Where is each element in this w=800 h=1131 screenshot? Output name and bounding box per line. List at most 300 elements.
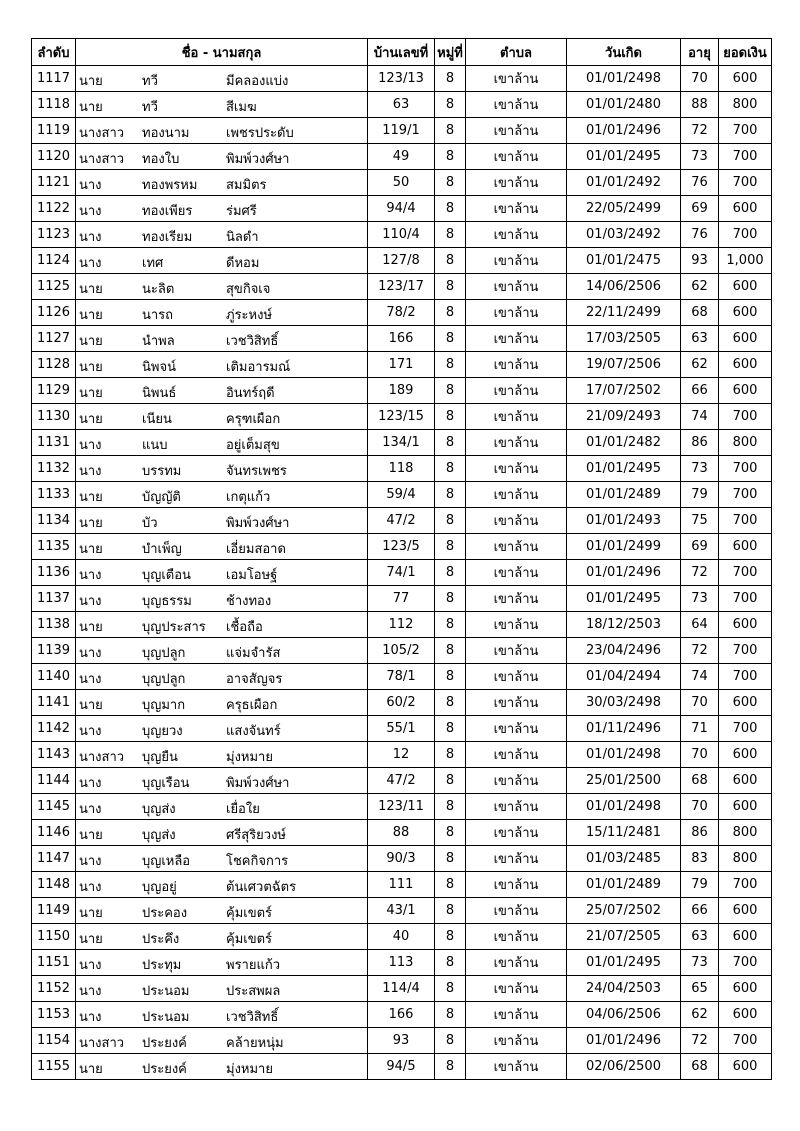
cell-tambon: เขาล้าน: [466, 950, 567, 976]
cell-tambon: เขาล้าน: [466, 482, 567, 508]
cell-last-name: ดีหอม: [226, 256, 260, 271]
cell-title: นาง: [79, 438, 102, 453]
cell-tambon: เขาล้าน: [466, 768, 567, 794]
table-row: [32, 638, 772, 664]
cell-last-name: เพชรประดับ: [226, 126, 294, 141]
cell-first-name: นะลิต: [142, 282, 175, 297]
cell-dob: 01/01/2493: [567, 508, 681, 534]
table-row: [32, 820, 772, 846]
table-row: [32, 274, 772, 300]
cell-title: นางสาว: [79, 750, 125, 765]
cell-dob: 01/01/2475: [567, 248, 681, 274]
cell-title: นาง: [79, 724, 102, 739]
cell-title: นาง: [79, 594, 102, 609]
cell-no: 1136: [32, 560, 76, 586]
cell-title: นาย: [79, 828, 103, 843]
cell-moo: 8: [435, 300, 466, 326]
table-row: [32, 664, 772, 690]
cell-no: 1132: [32, 456, 76, 482]
cell-amount: 700: [719, 638, 772, 664]
table-row: [32, 378, 772, 404]
cell-title: นาง: [79, 464, 102, 479]
cell-title: นาง: [79, 256, 102, 271]
cell-tambon: เขาล้าน: [466, 326, 567, 352]
cell-tambon: เขาล้าน: [466, 92, 567, 118]
cell-no: 1148: [32, 872, 76, 898]
cell-no: 1120: [32, 144, 76, 170]
cell-name: [76, 586, 368, 612]
cell-moo: 8: [435, 768, 466, 794]
cell-amount: 600: [719, 1002, 772, 1028]
cell-first-name: ทองเรียม: [142, 230, 193, 245]
header-moo: หมู่ที่: [435, 39, 466, 66]
table-row: [32, 326, 772, 352]
table-row: [32, 1028, 772, 1054]
cell-first-name: บุญยวง: [142, 724, 183, 739]
cell-moo: 8: [435, 820, 466, 846]
cell-last-name: คุ้มเขตร์: [226, 932, 273, 947]
cell-dob: 01/01/2495: [567, 950, 681, 976]
cell-name: [76, 248, 368, 274]
cell-first-name: บุญธรรม: [142, 594, 192, 609]
cell-amount: 700: [719, 586, 772, 612]
table-row: [32, 976, 772, 1002]
cell-house: 94/5: [368, 1054, 435, 1080]
cell-tambon: เขาล้าน: [466, 248, 567, 274]
cell-last-name: เวชวิสิทธิ์: [226, 334, 279, 349]
table-row: [32, 196, 772, 222]
cell-no: 1135: [32, 534, 76, 560]
cell-title: นาง: [79, 204, 102, 219]
table-row: [32, 716, 772, 742]
cell-name: [76, 508, 368, 534]
cell-no: 1125: [32, 274, 76, 300]
cell-last-name: พิมพ์วงศ์ษา: [226, 152, 290, 167]
cell-name: [76, 352, 368, 378]
cell-name: [76, 794, 368, 820]
cell-age: 68: [681, 768, 719, 794]
cell-house: 60/2: [368, 690, 435, 716]
cell-first-name: บุญมาก: [142, 698, 186, 713]
cell-amount: 700: [719, 482, 772, 508]
cell-last-name: คุ้มเขตร์: [226, 906, 273, 921]
cell-dob: 02/06/2500: [567, 1054, 681, 1080]
cell-amount: 600: [719, 378, 772, 404]
cell-name: [76, 456, 368, 482]
cell-last-name: ครุธเผือก: [226, 698, 278, 713]
header-amount: ยอดเงิน: [719, 39, 772, 66]
table-row: [32, 456, 772, 482]
cell-last-name: มุ่งหมาย: [226, 1062, 273, 1077]
cell-last-name: คล้ายหนุ่ม: [226, 1036, 284, 1051]
cell-amount: 700: [719, 1028, 772, 1054]
cell-name: [76, 924, 368, 950]
table-row: [32, 742, 772, 768]
cell-amount: 600: [719, 924, 772, 950]
table-row: [32, 768, 772, 794]
table-row: [32, 118, 772, 144]
cell-title: นาย: [79, 334, 103, 349]
cell-moo: 8: [435, 274, 466, 300]
cell-age: 74: [681, 664, 719, 690]
cell-dob: 22/11/2499: [567, 300, 681, 326]
cell-no: 1117: [32, 66, 76, 92]
cell-house: 63: [368, 92, 435, 118]
cell-amount: 600: [719, 66, 772, 92]
cell-name: [76, 560, 368, 586]
cell-amount: 700: [719, 404, 772, 430]
cell-house: 123/5: [368, 534, 435, 560]
cell-last-name: ศรีสุริยวงษ์: [226, 828, 286, 843]
cell-dob: 23/04/2496: [567, 638, 681, 664]
cell-name: [76, 664, 368, 690]
cell-age: 73: [681, 456, 719, 482]
cell-house: 78/2: [368, 300, 435, 326]
cell-moo: 8: [435, 612, 466, 638]
cell-first-name: บุญเรือน: [142, 776, 190, 791]
cell-dob: 01/01/2498: [567, 742, 681, 768]
cell-house: 43/1: [368, 898, 435, 924]
cell-house: 77: [368, 586, 435, 612]
cell-dob: 22/05/2499: [567, 196, 681, 222]
cell-amount: 700: [719, 118, 772, 144]
cell-last-name: สีเมฆ: [226, 100, 257, 115]
table-row: [32, 482, 772, 508]
cell-moo: 8: [435, 872, 466, 898]
cell-amount: 700: [719, 144, 772, 170]
cell-moo: 8: [435, 170, 466, 196]
cell-moo: 8: [435, 404, 466, 430]
table-row: [32, 534, 772, 560]
cell-first-name: บุญยืน: [142, 750, 178, 765]
cell-moo: 8: [435, 898, 466, 924]
cell-last-name: เกตุแก้ว: [226, 490, 271, 505]
cell-dob: 17/07/2502: [567, 378, 681, 404]
cell-age: 72: [681, 560, 719, 586]
cell-dob: 01/03/2485: [567, 846, 681, 872]
cell-moo: 8: [435, 66, 466, 92]
cell-moo: 8: [435, 508, 466, 534]
cell-name: [76, 92, 368, 118]
cell-moo: 8: [435, 196, 466, 222]
cell-name: [76, 716, 368, 742]
cell-age: 79: [681, 872, 719, 898]
cell-name: [76, 612, 368, 638]
cell-amount: 800: [719, 430, 772, 456]
table-row: [32, 352, 772, 378]
cell-tambon: เขาล้าน: [466, 222, 567, 248]
cell-no: 1144: [32, 768, 76, 794]
cell-age: 71: [681, 716, 719, 742]
cell-tambon: เขาล้าน: [466, 846, 567, 872]
cell-title: นาย: [79, 74, 103, 89]
cell-tambon: เขาล้าน: [466, 872, 567, 898]
cell-no: 1145: [32, 794, 76, 820]
cell-moo: 8: [435, 690, 466, 716]
cell-no: 1138: [32, 612, 76, 638]
cell-amount: 600: [719, 1054, 772, 1080]
cell-no: 1130: [32, 404, 76, 430]
cell-age: 72: [681, 638, 719, 664]
table-row: [32, 404, 772, 430]
cell-no: 1134: [32, 508, 76, 534]
cell-age: 86: [681, 430, 719, 456]
cell-tambon: เขาล้าน: [466, 534, 567, 560]
cell-amount: 600: [719, 794, 772, 820]
cell-first-name: บุญส่ง: [142, 802, 176, 817]
cell-tambon: เขาล้าน: [466, 300, 567, 326]
cell-title: นาย: [79, 100, 103, 115]
table-row: [32, 612, 772, 638]
cell-house: 189: [368, 378, 435, 404]
cell-first-name: บัญญัติ: [142, 490, 181, 505]
cell-tambon: เขาล้าน: [466, 144, 567, 170]
cell-last-name: เติมอารมณ์: [226, 360, 291, 375]
cell-house: 127/8: [368, 248, 435, 274]
cell-tambon: เขาล้าน: [466, 170, 567, 196]
cell-amount: 800: [719, 820, 772, 846]
cell-tambon: เขาล้าน: [466, 976, 567, 1002]
table-row: [32, 170, 772, 196]
cell-no: 1118: [32, 92, 76, 118]
cell-house: 59/4: [368, 482, 435, 508]
cell-moo: 8: [435, 950, 466, 976]
cell-dob: 01/01/2492: [567, 170, 681, 196]
cell-name: [76, 430, 368, 456]
cell-first-name: บุญส่ง: [142, 828, 176, 843]
cell-dob: 25/01/2500: [567, 768, 681, 794]
cell-age: 64: [681, 612, 719, 638]
cell-house: 50: [368, 170, 435, 196]
cell-first-name: เนียน: [142, 412, 172, 427]
cell-name: [76, 768, 368, 794]
cell-tambon: เขาล้าน: [466, 274, 567, 300]
cell-house: 55/1: [368, 716, 435, 742]
cell-amount: 600: [719, 326, 772, 352]
cell-moo: 8: [435, 924, 466, 950]
cell-no: 1122: [32, 196, 76, 222]
cell-house: 110/4: [368, 222, 435, 248]
cell-house: 40: [368, 924, 435, 950]
cell-dob: 01/03/2492: [567, 222, 681, 248]
cell-age: 69: [681, 534, 719, 560]
cell-title: นาง: [79, 958, 102, 973]
table-row: [32, 300, 772, 326]
cell-moo: 8: [435, 664, 466, 690]
cell-age: 73: [681, 950, 719, 976]
cell-name: [76, 742, 368, 768]
cell-name: [76, 274, 368, 300]
cell-name: [76, 326, 368, 352]
cell-last-name: ร่มศรี: [226, 204, 257, 219]
cell-first-name: บุญอยู่: [142, 880, 177, 895]
cell-amount: 600: [719, 300, 772, 326]
cell-house: 94/4: [368, 196, 435, 222]
cell-first-name: บรรทม: [142, 464, 182, 479]
cell-title: นาง: [79, 802, 102, 817]
cell-first-name: ประยงค์: [142, 1036, 187, 1051]
cell-moo: 8: [435, 92, 466, 118]
cell-age: 63: [681, 326, 719, 352]
cell-name: [76, 846, 368, 872]
cell-house: 166: [368, 1002, 435, 1028]
cell-dob: 01/01/2495: [567, 586, 681, 612]
cell-house: 123/11: [368, 794, 435, 820]
cell-house: 74/1: [368, 560, 435, 586]
cell-moo: 8: [435, 560, 466, 586]
cell-tambon: เขาล้าน: [466, 716, 567, 742]
cell-age: 73: [681, 144, 719, 170]
cell-house: 105/2: [368, 638, 435, 664]
cell-title: นาย: [79, 620, 103, 635]
cell-no: 1137: [32, 586, 76, 612]
cell-dob: 14/06/2506: [567, 274, 681, 300]
table-row: [32, 248, 772, 274]
cell-title: นาย: [79, 698, 103, 713]
cell-last-name: โชคกิจการ: [226, 854, 289, 869]
cell-no: 1129: [32, 378, 76, 404]
cell-last-name: ประสพผล: [226, 984, 281, 999]
cell-tambon: เขาล้าน: [466, 66, 567, 92]
cell-house: 123/17: [368, 274, 435, 300]
cell-no: 1139: [32, 638, 76, 664]
cell-amount: 700: [719, 222, 772, 248]
cell-title: นาง: [79, 646, 102, 661]
cell-house: 112: [368, 612, 435, 638]
header-house: บ้านเลขที่: [368, 39, 435, 66]
table-row: [32, 92, 772, 118]
cell-age: 83: [681, 846, 719, 872]
cell-name: [76, 1002, 368, 1028]
cell-tambon: เขาล้าน: [466, 508, 567, 534]
cell-name: [76, 118, 368, 144]
cell-name: [76, 872, 368, 898]
cell-amount: 600: [719, 898, 772, 924]
cell-no: 1121: [32, 170, 76, 196]
header-name: ชื่อ - นามสกุล: [76, 39, 368, 66]
cell-house: 118: [368, 456, 435, 482]
cell-moo: 8: [435, 1002, 466, 1028]
cell-title: นาง: [79, 776, 102, 791]
cell-last-name: อยู่เต็มสุข: [226, 438, 280, 453]
cell-tambon: เขาล้าน: [466, 378, 567, 404]
cell-house: 90/3: [368, 846, 435, 872]
cell-dob: 01/01/2489: [567, 482, 681, 508]
cell-name: [76, 976, 368, 1002]
cell-title: นางสาว: [79, 1036, 125, 1051]
cell-tambon: เขาล้าน: [466, 924, 567, 950]
cell-first-name: ประยงค์: [142, 1062, 187, 1077]
cell-last-name: จันทรเพชร: [226, 464, 287, 479]
table-row: [32, 1002, 772, 1028]
cell-no: 1147: [32, 846, 76, 872]
cell-name: [76, 950, 368, 976]
cell-title: นางสาว: [79, 152, 125, 167]
cell-house: 111: [368, 872, 435, 898]
cell-age: 62: [681, 352, 719, 378]
cell-tambon: เขาล้าน: [466, 664, 567, 690]
table-row: [32, 430, 772, 456]
cell-last-name: ครุฑเผือก: [226, 412, 281, 427]
cell-dob: 17/03/2505: [567, 326, 681, 352]
cell-first-name: นารถ: [142, 308, 174, 323]
cell-house: 47/2: [368, 508, 435, 534]
table-row: [32, 846, 772, 872]
cell-moo: 8: [435, 378, 466, 404]
cell-age: 75: [681, 508, 719, 534]
cell-title: นาย: [79, 308, 103, 323]
cell-age: 68: [681, 1054, 719, 1080]
cell-moo: 8: [435, 482, 466, 508]
cell-no: 1126: [32, 300, 76, 326]
cell-age: 65: [681, 976, 719, 1002]
cell-title: นางสาว: [79, 126, 125, 141]
cell-house: 114/4: [368, 976, 435, 1002]
cell-name: [76, 1054, 368, 1080]
cell-age: 69: [681, 196, 719, 222]
cell-no: 1155: [32, 1054, 76, 1080]
cell-no: 1143: [32, 742, 76, 768]
cell-amount: 800: [719, 846, 772, 872]
cell-dob: 01/04/2494: [567, 664, 681, 690]
cell-dob: 01/01/2496: [567, 560, 681, 586]
cell-first-name: ทองใบ: [142, 152, 180, 167]
cell-no: 1123: [32, 222, 76, 248]
cell-first-name: บำเพ็ญ: [142, 542, 182, 557]
cell-age: 74: [681, 404, 719, 430]
cell-last-name: มุ่งหมาย: [226, 750, 273, 765]
cell-title: นาง: [79, 178, 102, 193]
cell-name: [76, 534, 368, 560]
cell-amount: 700: [719, 560, 772, 586]
cell-amount: 1,000: [719, 248, 772, 274]
cell-first-name: เทศ: [142, 256, 164, 271]
cell-last-name: แสงจันทร์: [226, 724, 281, 739]
cell-house: 12: [368, 742, 435, 768]
cell-dob: 19/07/2506: [567, 352, 681, 378]
cell-dob: 01/01/2496: [567, 1028, 681, 1054]
cell-dob: 01/01/2489: [567, 872, 681, 898]
cell-age: 70: [681, 794, 719, 820]
cell-no: 1131: [32, 430, 76, 456]
cell-first-name: นำพล: [142, 334, 175, 349]
cell-moo: 8: [435, 430, 466, 456]
cell-moo: 8: [435, 846, 466, 872]
cell-dob: 30/03/2498: [567, 690, 681, 716]
cell-moo: 8: [435, 638, 466, 664]
cell-moo: 8: [435, 976, 466, 1002]
cell-name: [76, 222, 368, 248]
cell-tambon: เขาล้าน: [466, 742, 567, 768]
cell-title: นาง: [79, 672, 102, 687]
cell-house: 166: [368, 326, 435, 352]
cell-amount: 600: [719, 690, 772, 716]
cell-age: 76: [681, 222, 719, 248]
header-dob: วันเกิด: [567, 39, 681, 66]
cell-last-name: มีคลองแบ่ง: [226, 74, 289, 89]
cell-name: [76, 690, 368, 716]
cell-tambon: เขาล้าน: [466, 820, 567, 846]
cell-title: นาย: [79, 282, 103, 297]
cell-amount: 600: [719, 352, 772, 378]
cell-age: 93: [681, 248, 719, 274]
cell-tambon: เขาล้าน: [466, 898, 567, 924]
cell-last-name: เอมโอษฐ์: [226, 568, 278, 583]
cell-no: 1149: [32, 898, 76, 924]
cell-first-name: ทองนาม: [142, 126, 190, 141]
cell-amount: 700: [719, 716, 772, 742]
cell-title: นาย: [79, 490, 103, 505]
